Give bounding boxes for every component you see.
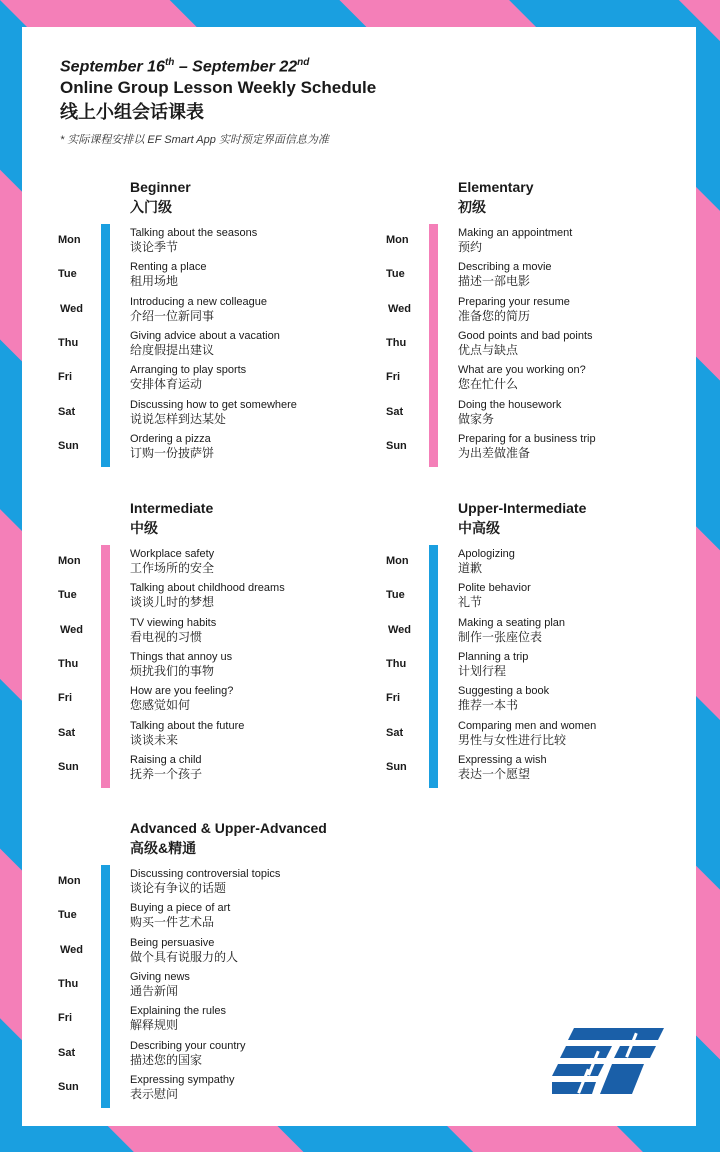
lesson-title-en: Talking about the seasons xyxy=(130,227,258,239)
lesson-title-zh: 购买一件艺术品 xyxy=(130,915,215,930)
lesson-row xyxy=(58,546,358,580)
lesson-row xyxy=(58,752,358,786)
lesson-day: Thu xyxy=(58,977,79,990)
lesson-row xyxy=(386,649,686,683)
level-section-1 xyxy=(386,178,686,478)
lesson-title-en: Apologizing xyxy=(458,548,515,560)
lesson-row xyxy=(58,225,358,259)
lesson-title-en: Good points and bad points xyxy=(458,329,593,342)
lesson-day: Mon xyxy=(58,555,81,567)
lesson-day: Sat xyxy=(58,1046,76,1059)
lesson-row xyxy=(58,718,358,752)
lesson-row xyxy=(386,397,686,431)
lesson-day: Mon xyxy=(386,555,409,567)
lesson-day: Sun xyxy=(58,1080,79,1093)
lesson-row xyxy=(58,649,358,683)
lesson-title-en: Discussing how to get somewhere xyxy=(130,398,297,411)
lesson-day: Sun xyxy=(58,760,79,773)
lesson-row xyxy=(386,718,686,752)
page-title-zh: 线上小组会话课表 xyxy=(60,102,204,123)
lesson-row xyxy=(58,328,358,362)
level-title-zh: 中级 xyxy=(130,520,158,536)
lesson-day: Tue xyxy=(58,909,77,922)
lesson-title-zh: 男性与女性进行比较 xyxy=(458,732,567,747)
lesson-title-en: Preparing for a business trip xyxy=(458,432,596,445)
lesson-title-en: Preparing your resume xyxy=(458,295,570,308)
lesson-row xyxy=(386,615,686,649)
lesson-day: Sun xyxy=(386,439,407,452)
lesson-title-en: Discussing controversial topics xyxy=(130,868,281,880)
lesson-day: Fri xyxy=(58,371,73,384)
lesson-title-en: Comparing men and women xyxy=(458,719,597,732)
lesson-day: Wed xyxy=(60,623,84,636)
ef-logo xyxy=(552,1028,664,1094)
lesson-day: Tue xyxy=(58,589,77,602)
lesson-row xyxy=(386,362,686,396)
level-title-en: Upper-Intermediate xyxy=(458,500,587,516)
lesson-title-zh: 礼节 xyxy=(458,595,483,610)
lesson-day: Fri xyxy=(58,692,73,705)
lesson-title-en: Things that annoy us xyxy=(130,650,233,663)
lesson-title-en: TV viewing habits xyxy=(130,616,217,629)
lesson-title-zh: 订购一份披萨饼 xyxy=(130,445,215,460)
page-header xyxy=(60,52,376,124)
level-title-zh: 初级 xyxy=(458,199,486,215)
lesson-title-zh: 准备您的简历 xyxy=(458,308,531,323)
lesson-day: Wed xyxy=(388,302,412,315)
lesson-row xyxy=(58,615,358,649)
lesson-title-en: Expressing a wish xyxy=(458,753,547,766)
lesson-title-zh: 做个具有说服力的人 xyxy=(130,949,239,964)
lesson-row xyxy=(58,935,358,969)
lesson-title-zh: 优点与缺点 xyxy=(458,342,519,357)
lesson-day: Sun xyxy=(58,439,79,452)
lesson-title-en: Suggesting a book xyxy=(458,685,550,698)
lesson-day: Fri xyxy=(386,371,401,384)
level-section-4 xyxy=(58,819,358,1119)
level-section-2 xyxy=(58,499,358,799)
lesson-row xyxy=(386,259,686,293)
lesson-title-zh: 做家务 xyxy=(458,411,495,426)
level-section-0 xyxy=(58,178,358,478)
lesson-day: Tue xyxy=(58,268,77,281)
lesson-title-en: Talking about the future xyxy=(130,719,245,732)
lesson-day: Wed xyxy=(60,302,84,315)
lesson-title-en: What are you working on? xyxy=(458,364,586,377)
lesson-day: Thu xyxy=(58,336,79,349)
lesson-title-en: Being persuasive xyxy=(130,936,215,949)
lesson-day: Wed xyxy=(60,943,84,956)
lesson-row xyxy=(386,580,686,614)
lesson-row xyxy=(386,683,686,717)
lesson-title-zh: 看电视的习惯 xyxy=(130,629,203,644)
lesson-row xyxy=(58,294,358,328)
lesson-row xyxy=(386,328,686,362)
lesson-title-zh: 介绍一位新同事 xyxy=(130,308,215,323)
lesson-title-zh: 表示慰问 xyxy=(130,1086,179,1101)
lesson-title-zh: 烦扰我们的事物 xyxy=(130,663,215,678)
lesson-title-en: Introducing a new colleague xyxy=(130,295,267,308)
lesson-day: Thu xyxy=(58,657,79,670)
lesson-title-zh: 为出差做准备 xyxy=(458,445,531,460)
lesson-row xyxy=(386,225,686,259)
lesson-title-en: Describing your country xyxy=(130,1039,246,1052)
lesson-title-en: Making a seating plan xyxy=(458,616,566,629)
lesson-title-zh: 制作一张座位表 xyxy=(458,629,543,644)
lesson-title-zh: 道歉 xyxy=(458,561,483,575)
lesson-title-zh: 描述您的国家 xyxy=(130,1052,203,1067)
level-title-zh: 入门级 xyxy=(130,199,172,215)
lesson-day: Sat xyxy=(386,405,404,418)
lesson-row xyxy=(386,752,686,786)
level-title-zh: 中高级 xyxy=(458,520,500,536)
lesson-row xyxy=(58,431,358,465)
lesson-title-en: Arranging to play sports xyxy=(130,364,247,377)
lesson-title-zh: 预约 xyxy=(458,240,483,254)
lesson-day: Wed xyxy=(388,623,412,636)
level-title-en: Beginner xyxy=(130,179,191,195)
lesson-title-en: Workplace safety xyxy=(130,548,215,560)
level-title-en: Elementary xyxy=(458,179,534,195)
lesson-row xyxy=(58,362,358,396)
lesson-title-zh: 谈论有争议的话题 xyxy=(130,881,227,895)
lesson-row xyxy=(58,1003,358,1037)
lesson-title-zh: 解释规则 xyxy=(130,1018,179,1033)
lesson-row xyxy=(58,580,358,614)
lesson-day: Sat xyxy=(58,726,76,739)
lesson-title-en: Ordering a pizza xyxy=(130,432,211,445)
lesson-day: Thu xyxy=(386,336,407,349)
lesson-row xyxy=(58,900,358,934)
lesson-day: Mon xyxy=(58,875,81,887)
lesson-title-zh: 谈谈儿时的梦想 xyxy=(130,595,215,610)
level-section-3 xyxy=(386,499,686,799)
lesson-title-en: Describing a movie xyxy=(458,261,552,274)
lesson-title-zh: 您感觉如何 xyxy=(130,698,191,713)
lesson-day: Mon xyxy=(58,234,81,246)
lesson-title-zh: 表达一个愿望 xyxy=(458,766,531,781)
lesson-row xyxy=(58,397,358,431)
lesson-title-zh: 描述一部电影 xyxy=(458,274,531,289)
lesson-title-en: Giving advice about a vacation xyxy=(130,329,280,342)
lesson-title-zh: 您在忙什么 xyxy=(458,377,519,392)
level-title-en: Advanced & Upper-Advanced xyxy=(130,820,327,836)
lesson-title-zh: 谈谈未来 xyxy=(130,732,179,747)
lesson-title-zh: 给度假提出建议 xyxy=(130,342,215,357)
lesson-row xyxy=(58,1072,358,1106)
lesson-day: Tue xyxy=(386,268,405,281)
lesson-row xyxy=(386,431,686,465)
page-title-en: Online Group Lesson Weekly Schedule xyxy=(60,78,377,98)
lesson-title-en: Renting a place xyxy=(130,261,207,274)
lesson-day: Sat xyxy=(58,405,76,418)
lesson-title-en: Expressing sympathy xyxy=(130,1073,235,1086)
lesson-row xyxy=(58,969,358,1003)
lesson-title-en: Planning a trip xyxy=(458,650,529,663)
lesson-row xyxy=(58,866,358,900)
lesson-row xyxy=(386,294,686,328)
lesson-day: Fri xyxy=(386,692,401,705)
lesson-title-en: Talking about childhood dreams xyxy=(130,582,285,595)
lesson-title-en: How are you feeling? xyxy=(130,685,234,698)
schedule-note: * 实际课程安排以 EF Smart App 实时预定界面信息为准 xyxy=(60,134,329,146)
lesson-title-en: Giving news xyxy=(130,970,190,983)
lesson-title-en: Explaining the rules xyxy=(130,1005,227,1018)
level-title-en: Intermediate xyxy=(130,500,214,516)
date-range: September 16th – September 22nd xyxy=(60,57,310,76)
lesson-title-en: Polite behavior xyxy=(458,582,531,595)
lesson-title-zh: 抚养一个孩子 xyxy=(130,766,203,781)
lesson-title-zh: 安排体育运动 xyxy=(130,377,203,392)
lesson-day: Tue xyxy=(386,589,405,602)
lesson-title-zh: 推荐一本书 xyxy=(458,698,519,713)
lesson-day: Fri xyxy=(58,1012,73,1025)
lesson-row xyxy=(58,1038,358,1072)
lesson-title-en: Making an appointment xyxy=(458,227,573,239)
lesson-row xyxy=(58,683,358,717)
lesson-day: Sun xyxy=(386,760,407,773)
lesson-title-zh: 租用场地 xyxy=(130,274,179,289)
lesson-title-zh: 通告新闻 xyxy=(130,983,179,998)
level-title-zh: 高级&精通 xyxy=(130,840,197,856)
lesson-day: Thu xyxy=(386,657,407,670)
lesson-title-zh: 工作场所的安全 xyxy=(130,561,215,575)
lesson-row xyxy=(58,259,358,293)
lesson-day: Sat xyxy=(386,726,404,739)
lesson-title-en: Buying a piece of art xyxy=(130,902,231,915)
lesson-day: Mon xyxy=(386,234,409,246)
lesson-title-zh: 说说怎样到达某处 xyxy=(130,411,227,426)
lesson-title-zh: 计划行程 xyxy=(458,663,507,678)
lesson-title-zh: 谈论季节 xyxy=(130,240,179,254)
lesson-title-en: Raising a child xyxy=(130,753,202,766)
lesson-title-en: Doing the housework xyxy=(458,398,562,411)
lesson-row xyxy=(386,546,686,580)
